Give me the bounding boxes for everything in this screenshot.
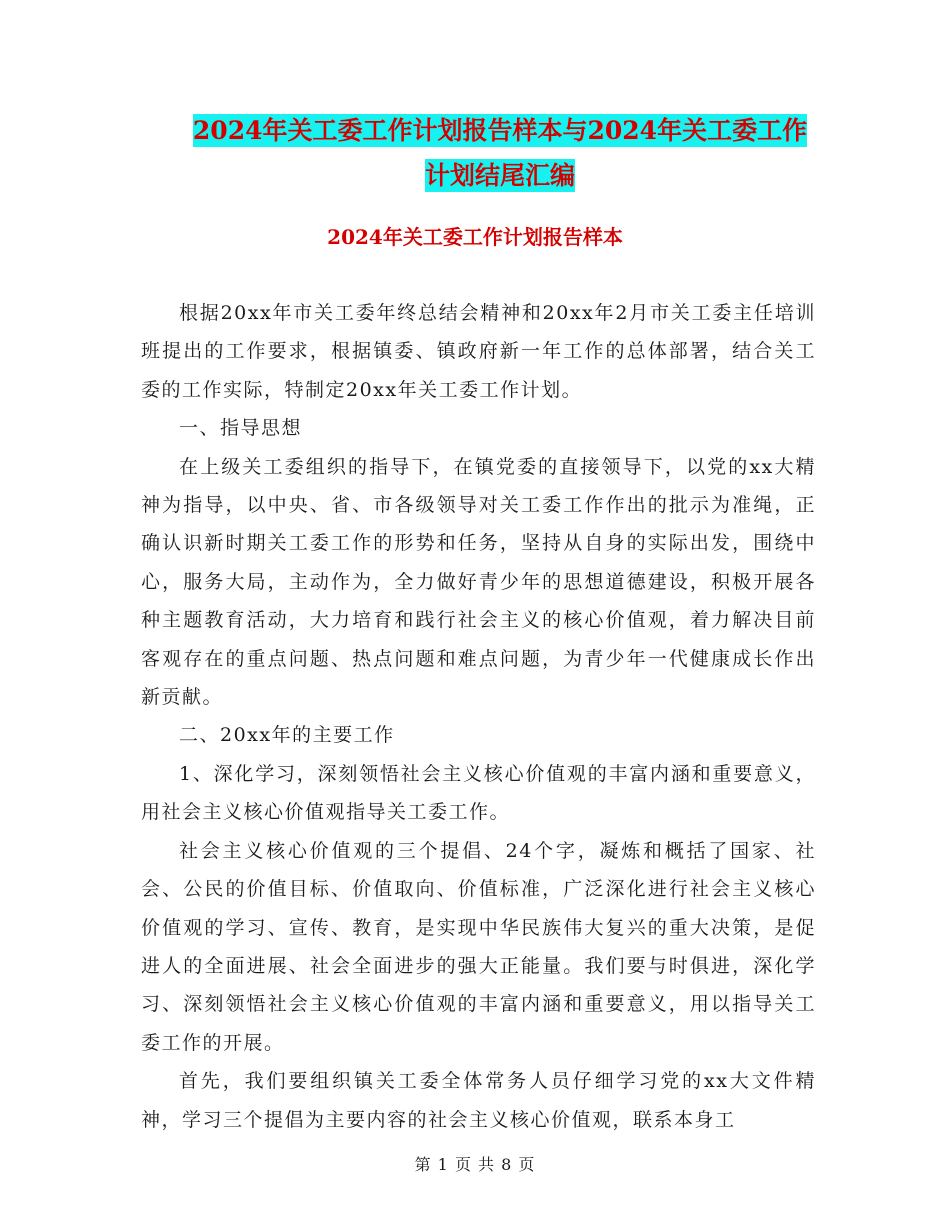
page-footer: 第 1 页 共 8 页	[414, 1155, 536, 1174]
paragraph-guiding-ideology: 在上级关工委组织的指导下，在镇党委的直接领导下，以党的xx大精神为指导，以中央、省、市各级领导对关工委工作作出的批示为准绳，正确认识新时期关工委工作的形势和任务，坚持从自身的实际出发，围绕中心，服务大局，主动作为，全力做好青少年的思想道德建设，积极开展各种主题教育活动，大力培育和践行社会主义的核心价值观，着力解决目前客观存在的重点问题、热点问题和难点问题，为青少年一代健康成长作出新贡献。	[141, 455, 816, 709]
paragraph-core-values: 社会主义核心价值观的三个提倡、24个字，凝炼和概括了国家、社会、公民的价值目标、价值取向、价值标准，广泛深化进行社会主义核心价值观的学习、宣传、教育，是实现中华民族伟大复兴的重大决策，是促进人的全面进展、社会全面进步的强大正能量。我们要与时俱进，深化学习、深刻领悟社会主义核心价值观的丰富内涵和重要意义，用以指导关工委工作的开展。	[141, 839, 816, 1054]
section-title: 2024年关工委工作计划报告样本	[327, 225, 623, 249]
paragraph-intro: 根据20xx年市关工委年终总结会精神和20xx年2月市关工委主任培训班提出的工作要求，根据镇委、镇政府新一年工作的总体部署，结合关工委的工作实际，特制定20xx年关工委工作计划。	[141, 302, 816, 401]
document-title-line-2: 计划结尾汇编	[424, 161, 575, 190]
paragraph-item-1: 1、深化学习，深刻领悟社会主义核心价值观的丰富内涵和重要意义，用社会主义核心价值观指导关工委工作。	[141, 762, 816, 824]
document-body	[141, 294, 816, 1139]
document-title-line-1: 2024年关工委工作计划报告样本与2024年关工委工作	[192, 116, 808, 145]
paragraph-first-step: 首先，我们要组织镇关工委全体常务人员仔细学习党的xx大文件精神，学习三个提倡为主要内容的社会主义核心价值观，联系本身工	[141, 1070, 816, 1131]
heading-main-work: 二、20xx年的主要工作	[179, 724, 395, 747]
heading-guiding-ideology: 一、指导思想	[179, 417, 303, 440]
document-title	[120, 108, 880, 198]
